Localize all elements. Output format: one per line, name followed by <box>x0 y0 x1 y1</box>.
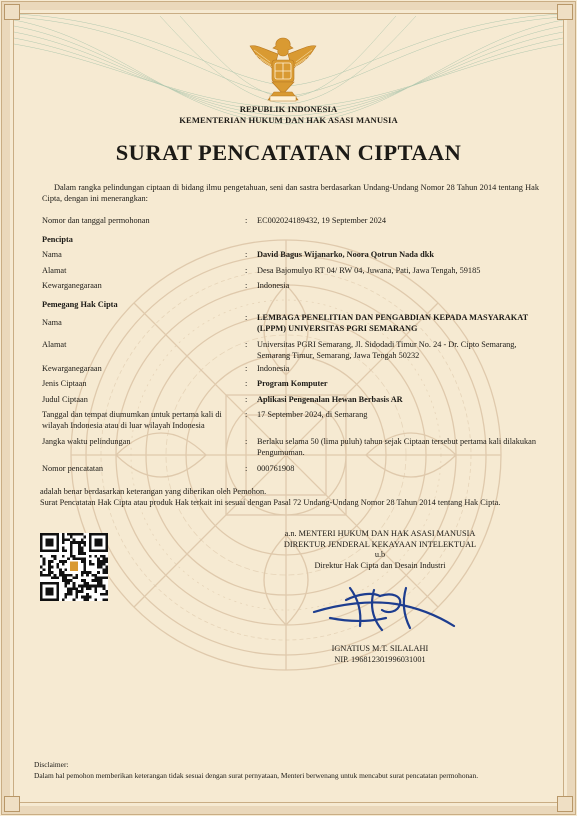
colon: : <box>245 379 248 388</box>
colon: : <box>245 364 248 373</box>
creator-citizenship-value: Indonesia <box>257 281 290 290</box>
creator-address-value: Desa Bajomulyo RT 04/ RW 04, Juwana, Pati, Jawa Tengah, 59185 <box>257 266 481 275</box>
qr-code[interactable] <box>40 533 108 601</box>
signature-line-3: u.b <box>374 550 386 559</box>
holder-heading: Pemegang Hak Cipta <box>42 300 118 309</box>
creator-address-label: Alamat <box>42 266 67 275</box>
work-published-value: 17 September 2024, di Semarang <box>257 410 368 419</box>
header-country: REPUBLIK INDONESIA <box>239 104 338 114</box>
application-label: Nomor dan tanggal permohonan <box>42 216 150 225</box>
signature-line-1: a.n. MENTERI HUKUM DAN HAK ASASI MANUSIA <box>284 529 476 538</box>
creator-citizenship-label: Kewarganegaraan <box>42 281 102 290</box>
intro-paragraph: Dalam rangka pelindungan ciptaan di bidang ilmu pengetahuan, seni dan sastra berdasarkan Undang-Undang Nomor 28 Tahun 2014 tentang Hak Cipta, dengan ini menerangkan: <box>42 183 539 203</box>
header-ministry: KEMENTERIAN HUKUM DAN HAK ASASI MANUSIA <box>179 115 398 125</box>
record-number-label: Nomor pencatatan <box>42 464 104 473</box>
signatory-name: IGNATIUS M.T. SILALAHI <box>331 644 429 653</box>
holder-citizenship-value: Indonesia <box>257 364 290 373</box>
closing-line-2: Surat Pencatatan Hak Cipta atau produk Hak terkait ini sesuai dengan Pasal 72 Undang-Undang Nomor 28 Tahun 2014 tentang Hak Cipta. <box>40 497 501 507</box>
work-published-label: Tanggal dan tempat diumumkan untuk pertama kali di wilayah Indonesia atau di luar wilayah Indonesia <box>42 410 222 430</box>
colon: : <box>245 313 248 322</box>
creator-name-label: Nama <box>42 250 62 259</box>
garuda-emblem-icon <box>248 34 318 106</box>
holder-citizenship-label: Kewarganegaraan <box>42 364 102 373</box>
colon: : <box>245 340 248 349</box>
holder-name-label: Nama <box>42 318 62 327</box>
colon: : <box>245 437 248 446</box>
disclaimer-heading: Disclaimer: <box>34 760 69 769</box>
holder-address-value: Universitas PGRI Semarang, Jl. Sidodadi Timur No. 24 - Dr. Cipto Semarang, Semarang Timur, Semarang, Jawa Tengah 50232 <box>257 340 517 360</box>
closing-line-1: adalah benar berdasarkan keterangan yang diberikan oleh Pemohon. <box>40 487 267 496</box>
colon: : <box>245 266 248 275</box>
work-duration-label: Jangka waktu pelindungan <box>42 437 131 446</box>
handwritten-signature <box>310 582 460 640</box>
holder-address-label: Alamat <box>42 340 67 349</box>
creator-heading: Pencipta <box>42 235 73 244</box>
document-title: SURAT PENCATATAN CIPTAAN <box>115 140 462 165</box>
disclaimer <box>34 760 554 781</box>
work-type-label: Jenis Ciptaan <box>42 379 87 388</box>
work-type-value: Program Komputer <box>257 379 328 388</box>
closing-statement <box>40 487 540 508</box>
record-number-value: 000761908 <box>257 464 295 473</box>
work-title-value: Aplikasi Pengenalan Hewan Berbasis AR <box>257 395 403 404</box>
application-value: EC002024189432, 19 September 2024 <box>257 216 387 225</box>
colon: : <box>245 410 248 419</box>
work-title-label: Judul Ciptaan <box>42 395 88 404</box>
colon: : <box>245 395 248 404</box>
signature-block <box>260 529 500 571</box>
signature-line-2: DIREKTUR JENDERAL KEKAYAAN INTELEKTUAL <box>283 539 477 549</box>
colon: : <box>245 281 248 290</box>
signatory-block <box>260 644 500 665</box>
holder-name-value: LEMBAGA PENELITIAN DAN PENGABDIAN KEPADA MASYARAKAT (LPPM) UNIVERSITAS PGRI SEMARANG <box>257 313 528 333</box>
creator-name-value: David Bagus Wijanarko, Noora Qotrun Nada dkk <box>257 250 434 259</box>
colon: : <box>245 250 248 259</box>
signatory-nip: NIP. 196812301996031001 <box>334 654 426 664</box>
work-duration-value: Berlaku selama 50 (lima puluh) tahun sejak Ciptaan tersebut pertama kali dilakukan Pengumuman. <box>257 437 537 457</box>
colon: : <box>245 216 248 225</box>
colon: : <box>245 464 248 473</box>
signature-line-4: Direktur Hak Cipta dan Desain Industri <box>314 560 446 570</box>
disclaimer-text: Dalam hal pemohon memberikan keterangan tidak sesuai dengan surat pernyataan, Menteri berwenang untuk mencabut surat pencatatan permohonan. <box>34 770 479 780</box>
